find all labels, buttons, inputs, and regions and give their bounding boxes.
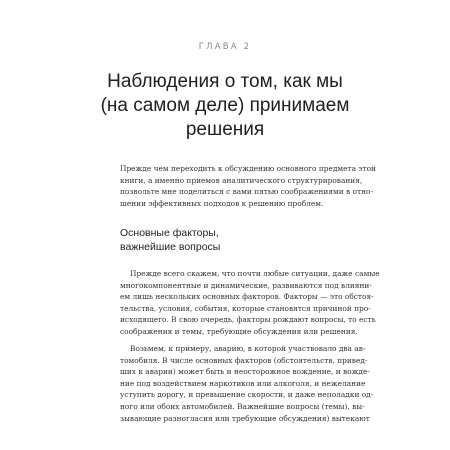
body-paragraph-1	[120, 268, 380, 338]
text-line: зывающие разногласия или требующие обсуждения) вытекают	[120, 413, 370, 423]
text-line: Прежде всего скажем, что почти любые ситуации, даже самые	[130, 269, 380, 278]
text-line: ние под воздействием наркотиков или алкоголя, и нежелание	[120, 378, 366, 388]
text-line: многокомпонентные и динамические, развиваются под влияни-	[120, 280, 372, 290]
chapter-label: ГЛАВА 2	[198, 42, 252, 52]
text-line: ших к аварии) может быть и неосторожное вождение, и вожде-	[120, 367, 370, 377]
text-line: шении эффективных подходов к решению проблем.	[120, 198, 324, 208]
text-line: соображения и темы, требующие обсуждения или решения.	[120, 326, 358, 336]
heading-line: важнейшие вопросы	[120, 241, 221, 253]
text-line: тельства, условия, события, которые становятся причиной про-	[120, 303, 371, 313]
heading-line: Основные факторы,	[120, 227, 219, 239]
title-line: (на самом деле) принимаем	[100, 95, 350, 116]
text-line: уступить дорогу, и превышение скорости, и даже неполадки од-	[120, 390, 374, 400]
text-line: ного или обоих автомобилей. Важнейшие вопросы (темы), вы-	[120, 401, 365, 411]
body-paragraph-2	[120, 343, 374, 424]
text-line: книги, а именно приемов аналитического структурирования,	[120, 175, 363, 185]
title-line: Наблюдения о том, как мы	[107, 71, 343, 92]
section-heading	[120, 226, 335, 254]
text-line: Прежде чем переходить к обсуждению основного предмета этой	[120, 164, 376, 173]
chapter-title	[60, 70, 390, 142]
text-line: исходящего. В свою очередь, факторы рождают вопросы, то есть	[120, 315, 376, 325]
text-line: позвольте мне поделиться с вами пятью соображениями в отно-	[120, 187, 373, 197]
text-line: Возьмем, к примеру, аварию, в которой участвовало два ав-	[130, 344, 366, 353]
title-line: решения	[185, 119, 265, 140]
intro-paragraph	[120, 163, 376, 209]
text-line: ем лишь нескольких основных факторов. Факторы — это обстоя-	[120, 292, 374, 302]
text-line: томобиля. В числе основных факторов (обстоятельств, привед-	[120, 355, 368, 365]
